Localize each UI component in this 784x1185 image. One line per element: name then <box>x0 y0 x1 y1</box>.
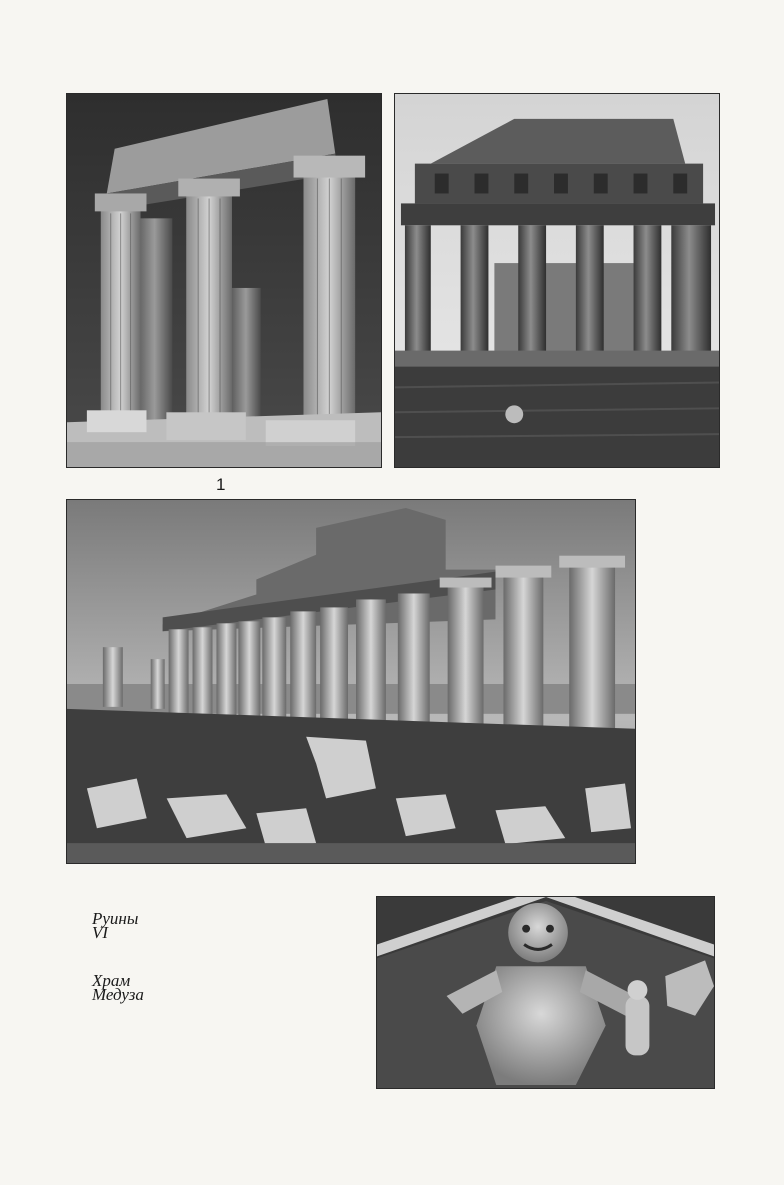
caption-ruins-line2: VI <box>92 923 109 942</box>
temple-colonnade-photo <box>66 499 636 864</box>
caption-temple <box>92 971 144 1004</box>
medusa-relief-photo <box>376 896 715 1089</box>
temple-corner-photo <box>66 93 382 468</box>
temple-facade-photo <box>394 93 720 468</box>
caption-temple-line2: Медуза <box>92 985 144 1004</box>
caption-ruins-line1: Руины <box>92 909 139 928</box>
caption-temple-line1: Храм <box>92 971 131 990</box>
caption-ruins <box>92 909 139 942</box>
figure-number: 1 <box>216 475 226 494</box>
